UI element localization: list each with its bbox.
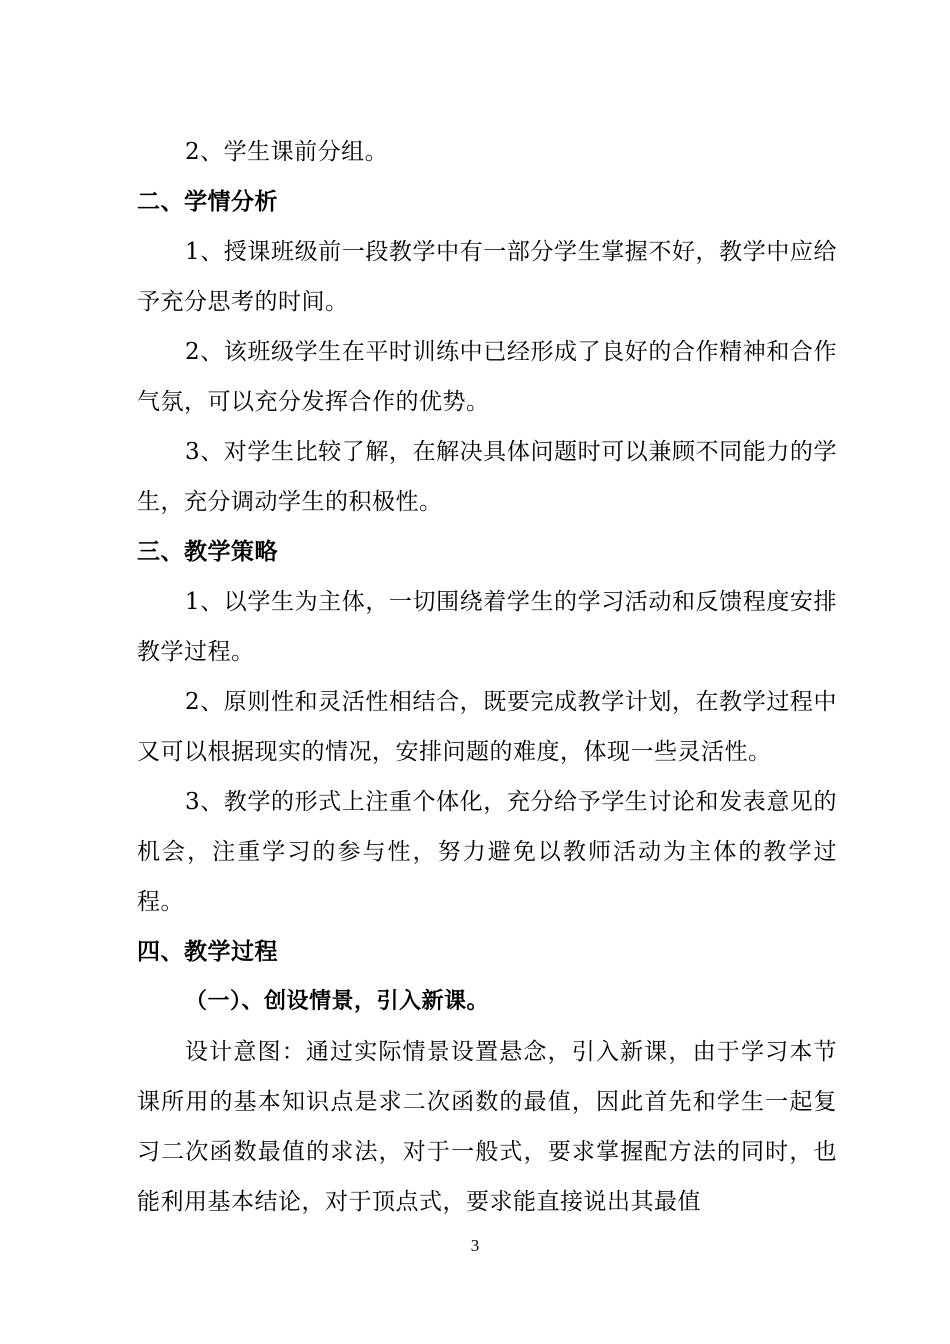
paragraph-learner-analysis-3: 3、对学生比较了解，在解决具体问题时可以兼顾不同能力的学生，充分调动学生的积极性。 (137, 439, 837, 515)
section-heading-teaching-process: 四、教学过程 (137, 939, 278, 965)
paragraph-learner-analysis-2: 2、该班级学生在平时训练中已经形成了良好的合作精神和合作气氛，可以充分发挥合作的优势。 (137, 339, 837, 415)
subsection-heading-introduction: （一）、创设情景，引入新课。 (185, 989, 490, 1014)
paragraph-teaching-strategy-3: 3、教学的形式上注重个体化，充分给予学生讨论和发表意见的机会，注重学习的参与性，努力避免以教师活动为主体的教学过程。 (137, 789, 837, 915)
paragraph-learner-analysis-1: 1、授课班级前一段教学中有一部分学生掌握不好，教学中应给予充分思考的时间。 (137, 239, 837, 315)
paragraph-student-grouping: 2、学生课前分组。 (185, 139, 389, 165)
page-number: 3 (470, 1236, 480, 1255)
section-heading-teaching-strategy: 三、教学策略 (137, 539, 278, 565)
paragraph-design-intent: 设计意图：通过实际情景设置悬念，引入新课，由于学习本节课所用的基本知识点是求二次函数的最值，因此首先和学生一起复习二次函数最值的求法，对于一般式，要求掌握配方法的同时，也能利用基本结论，对于顶点式，要求能直接说出其最值 (137, 1039, 837, 1215)
paragraph-teaching-strategy-2: 2、原则性和灵活性相结合，既要完成教学计划，在教学过程中又可以根据现实的情况，安排问题的难度，体现一些灵活性。 (137, 689, 837, 765)
section-heading-learner-analysis: 二、学情分析 (137, 189, 278, 215)
document-body (137, 127, 837, 1227)
paragraph-teaching-strategy-1: 1、以学生为主体，一切围绕着学生的学习活动和反馈程度安排教学过程。 (137, 589, 837, 665)
